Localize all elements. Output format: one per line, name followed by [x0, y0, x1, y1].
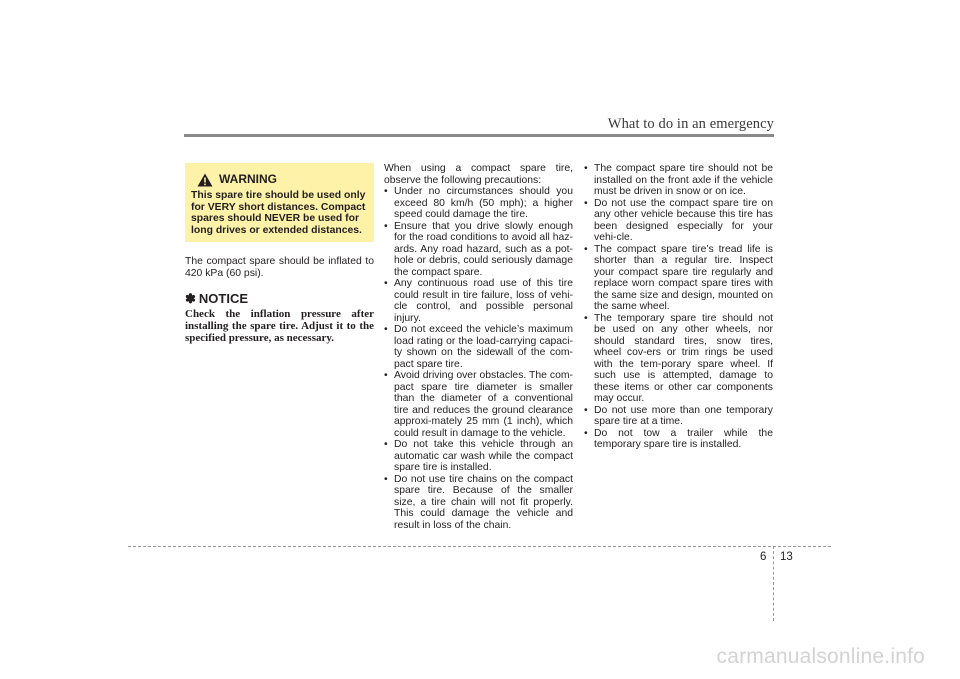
warning-text: This spare tire should be used only for VERY short distances. Compact spares should NEVER be used for long drives or extended distances. [191, 190, 366, 236]
notice-heading: NOTICE [198, 291, 249, 306]
page-number: 13 [780, 551, 793, 563]
precautions-intro: When using a compact spare tire, observe the following precautions: [384, 163, 573, 186]
list-item: • Any continuous road use of this tire could result in tire failure, loss of vehi-cle control, and possible personal injury. [384, 278, 573, 324]
column-3 [584, 163, 773, 451]
list-item: • Ensure that you drive slowly enough for the road conditions to avoid all haz-ards. Any road hazard, such as a pot-hole or debris, could seriously damage the compact spare. [384, 221, 573, 279]
list-item: • Avoid driving over obstacles. The com-pact spare tire diameter is smaller than the diameter of a conventional tire and reduces the ground clearance approxi-mately 25 mm (1 inch), which could result in damage to the vehicle. [384, 370, 573, 439]
notice-star-icon: ✽ [185, 291, 196, 306]
watermark: carmanualsonline.info [716, 645, 925, 668]
warning-triangle-icon [197, 173, 213, 187]
column-1 [185, 163, 374, 344]
section-title: What to do in an emergency [607, 116, 774, 132]
header-rule [184, 134, 774, 137]
warning-box [185, 163, 374, 242]
list-item: • Do not tow a trailer while the temporary spare tire is installed. [584, 428, 773, 451]
footer-divider [773, 546, 774, 621]
list-item: • Do not use tire chains on the compact spare tire. Because of the smaller size, a tire chain will not fit properly. This could damage the vehicle and result in loss of the chain. [384, 474, 573, 532]
notice-header [185, 293, 374, 305]
list-item: • Under no circumstances should you exceed 80 km/h (50 mph); a higher speed could damage the tire. [384, 186, 573, 221]
list-item: • The temporary spare tire should not be used on any other wheels, nor should standard tires, snow tires, wheel cov-ers or trim rings be used with the tem-porary spare wheel. If such use is attempted, damage to these items or other car components may occur. [584, 313, 773, 405]
inflation-paragraph: The compact spare should be inflated to 420 kPa (60 psi). [185, 256, 374, 279]
list-item: • Do not use more than one temporary spare tire at a time. [584, 405, 773, 428]
list-item: • The compact spare tire should not be installed on the front axle if the vehicle must be driven in snow or on ice. [584, 163, 773, 198]
chapter-number: 6 [760, 551, 767, 563]
list-item: • The compact spare tire’s tread life is shorter than a regular tire. Inspect your compact spare tire regularly and replace worn compact spare tires with the same size and design, mounted on the same wheel. [584, 244, 773, 313]
list-item: • Do not exceed the vehicle’s maximum load rating or the load-carrying capaci-ty shown on the sidewall of the com-pact spare tire. [384, 324, 573, 370]
list-item: • Do not take this vehicle through an automatic car wash while the compact spare tire is installed. [384, 439, 573, 474]
column-2 [384, 163, 573, 531]
warning-header [191, 173, 368, 187]
warning-heading: WARNING [219, 172, 277, 187]
list-item: • Do not use the compact spare tire on any other vehicle because this tire has been designed especially for your vehi-cle. [584, 198, 773, 244]
notice-text: Check the inflation pressure after installing the spare tire. Adjust it to the specified pressure, as necessary. [185, 307, 374, 344]
precautions-list [384, 186, 573, 531]
footer-rule [128, 546, 831, 547]
precautions-list-continued [584, 163, 773, 451]
